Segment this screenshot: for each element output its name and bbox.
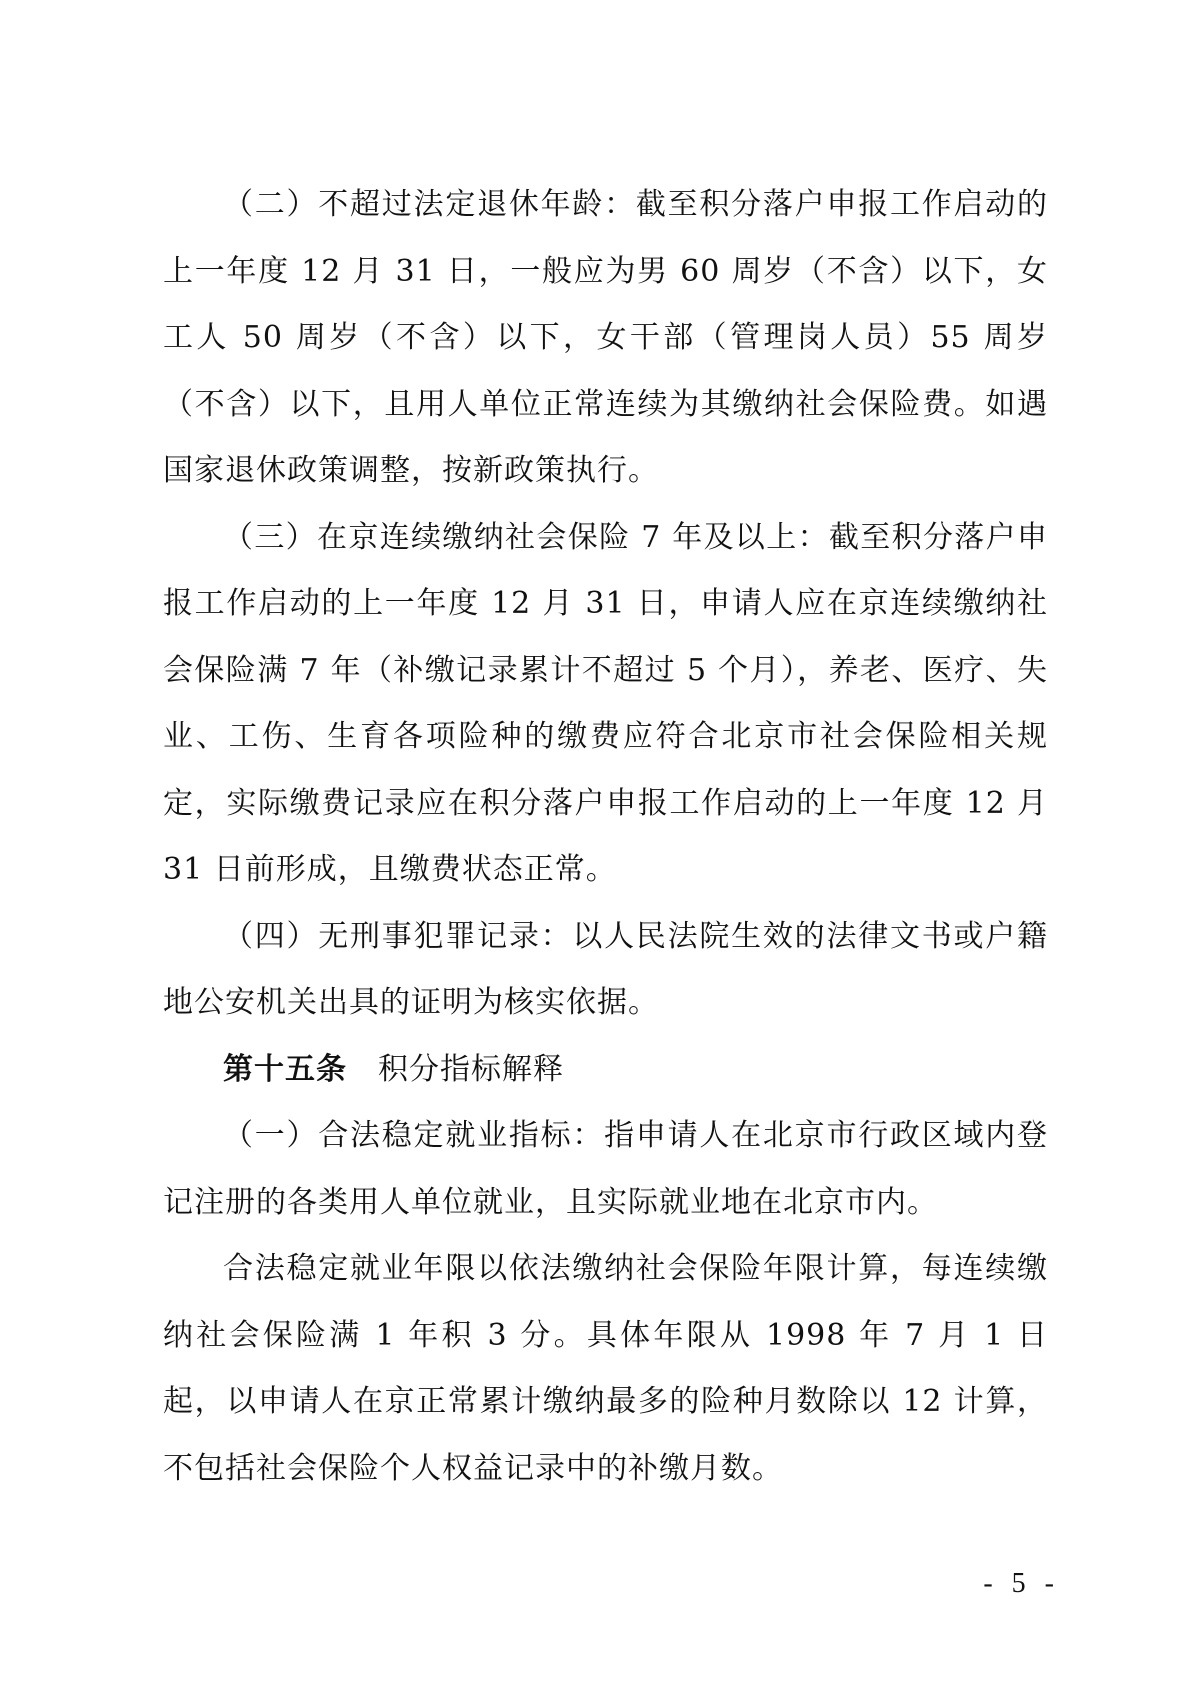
paragraph-criminal-record: （四）无刑事犯罪记录：以人民法院生效的法律文书或户籍地公安机关出具的证明为核实依据。 xyxy=(163,918,1048,1020)
paragraph-social-insurance: （三）在京连续缴纳社会保险 7 年及以上：截至积分落户申报工作启动的上一年度 12 月 31 日，申请人应在京连续缴纳社会保险满 7 年（补缴记录累计不超过 5 个月），养老、医疗、失业、工伤、生育各项险种的缴费应符合北京市社会保险相关规定，实际缴费记录应在积分落户申报工作启动的上一年度 12 月 31 日前形成，且缴费状态正常。 xyxy=(163,519,1048,887)
page-number: - 5 - xyxy=(983,1568,1060,1599)
article-number: 第十五条 xyxy=(223,1051,347,1087)
article-title: 积分指标解释 xyxy=(378,1051,564,1087)
paragraph-retirement-age: （二）不超过法定退休年龄：截至积分落户申报工作启动的上一年度 12 月 31 日，一般应为男 60 周岁（不含）以下，女工人 50 周岁（不含）以下，女干部（管理岗人员）55 周岁（不含）以下，且用人单位正常连续为其缴纳社会保险费。如遇国家退休政策调整，按新政策执行。 xyxy=(163,187,1048,488)
paragraph-employment-years: 合法稳定就业年限以依法缴纳社会保险年限计算，每连续缴纳社会保险满 1 年积 3 分。具体年限从 1998 年 7 月 1 日起，以申请人在京正常累计缴纳最多的险种月数除以 12 计算，不包括社会保险个人权益记录中的补缴月数。 xyxy=(163,1251,1048,1486)
document-body xyxy=(163,172,1048,1502)
article-heading xyxy=(163,1037,1048,1104)
paragraph-stable-employment: （一）合法稳定就业指标：指申请人在北京市行政区域内登记注册的各类用人单位就业，且实际就业地在北京市内。 xyxy=(163,1118,1048,1220)
